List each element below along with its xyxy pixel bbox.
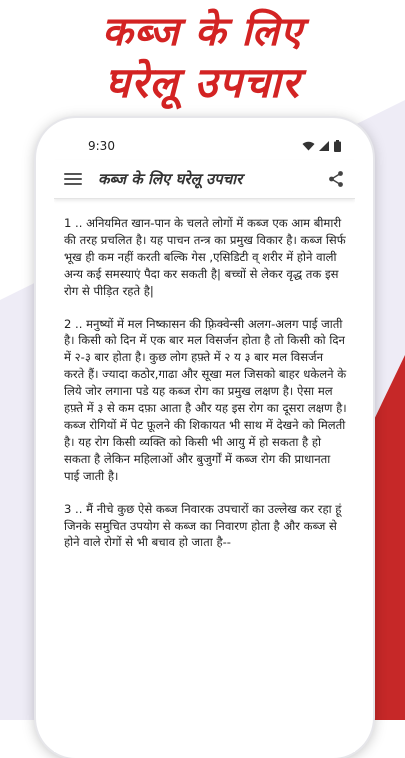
signal-icon: [319, 141, 330, 151]
status-icons: [302, 140, 341, 152]
phone-screen: [54, 132, 355, 752]
article-content: [54, 199, 355, 551]
paragraph-3: 3 .. मैं नीचे कुछ ऐसे कब्ज निवारक उपचारों का उल्लेख कर रहा हूं जिनके समुचित उपयोग से कब्ज का निवारण होता है और कब्ज से होने वाले रोगों से भी बचाव हो जाता है--: [64, 501, 342, 550]
paragraph-2: 2 .. मनुष्यों में मल निष्कासन की फ़्रिक्वेन्सी अलग-अलग पाई जाती है। किसी को दिन में एक बार मल विसर्जन होता है तो किसी को दिन में २-३ बार होता है। कुछ लोग हफ़्ते में २ य ३ बार मल विसर्जन करते हैं। ज्यादा कठोर,गाढा और सूखा मल जिसको बाहर धकेलने के लिये जोर लगाना पडे यह कब्ज रोग का प्रमुख लक्षण है। ऐसा मल हफ़्ते में ३ से कम दफ़ा आता है और यह इस रोग का दूसरा लक्षण है। कब्ज रोगियों में पेट फ़ूलने की शिकायत भी साथ में देखने को मिलती है। यह रोग किसी व्यक्ति को किसी भी आयु में हो सकता है हो सकता है लेकिन महिलाओं और बुजुर्गों में कब्ज रोग की प्राधानता पाई जाती है।: [64, 316, 347, 483]
banner-line-1: कब्ज के लिए: [102, 9, 303, 55]
app-toolbar: [54, 160, 355, 199]
wifi-icon: [302, 141, 315, 151]
banner-line-2: घरेलू उपचार: [105, 57, 300, 107]
share-icon[interactable]: [327, 170, 345, 188]
phone-frame: [36, 118, 373, 758]
paragraph-1: 1 .. अनियमित खान-पान के चलते लोगों में कब्ज एक आम बीमारी की तरह प्रचलित है। यह पाचन तन्त्र का प्रमुख विकार है। कब्ज सिर्फ भूख ही कम नहीं करती बल्कि गेस ,एसिडिटी व् शरीर में होने वाली अन्य कई समस्याएं पैदा कर सकती है| बच्चों से लेकर वृद्ध तक इस रोग से पीड़ित रहते है|: [64, 216, 346, 298]
battery-icon: [334, 140, 341, 152]
banner-headline: [0, 10, 405, 106]
status-bar: [54, 132, 355, 160]
app-title: कब्ज के लिए घरेलू उपचार: [98, 170, 243, 188]
status-time: 9:30: [88, 139, 115, 153]
hamburger-menu-icon[interactable]: [64, 173, 82, 185]
